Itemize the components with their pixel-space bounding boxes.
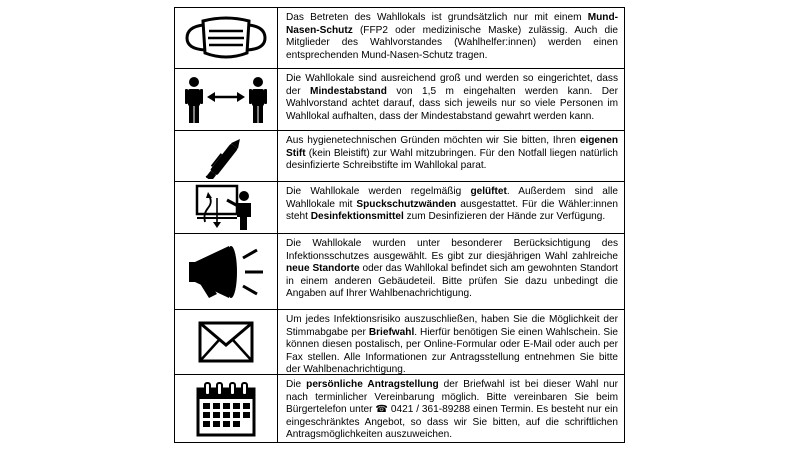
text-run: Die Wahllokale werden regelmäßig bbox=[286, 186, 471, 197]
info-row-pen bbox=[175, 131, 624, 182]
text-run: . Hierfür benötigen Sie einen Wahlschein. Sie können diesen postalisch, per Online-Formular oder E-Mail oder auch per Fax stellen. Alle Informationen zur Antragsstellung entnehmen Sie bitte der Wahlbenachrichtigung. bbox=[286, 326, 618, 376]
icon-cell bbox=[175, 182, 278, 233]
icon-cell bbox=[175, 375, 278, 442]
text-run: Das Betreten des Wahllokals ist grundsätzlich nur mit einem bbox=[286, 12, 588, 23]
megaphone-icon bbox=[185, 242, 267, 302]
bold-phrase: neue Standorte bbox=[286, 263, 360, 275]
info-row-postal-vote bbox=[175, 310, 624, 375]
face-mask-icon bbox=[183, 13, 269, 63]
text-run: Um jedes Infektionsrisiko auszuschließen, haben Sie die Möglichkeit der Stimmabgabe per bbox=[286, 314, 618, 338]
row-text bbox=[278, 69, 624, 130]
text-run: zum Desinfizieren der Hände zur Verfügung. bbox=[403, 211, 606, 223]
icon-cell bbox=[175, 8, 278, 68]
icon-cell bbox=[175, 234, 278, 309]
pen-icon bbox=[201, 133, 251, 179]
icon-cell bbox=[175, 310, 278, 374]
text-run: der Briefwahl ist bei dieser Wahl nur nach terminlicher Vereinbarung möglich. Bitte vereinbaren Sie beim Bürgertelefon unter ☎ 0421 / 361-89288 einen Termin. Es besteht nur ein eingeschränktes Angebot, so dass wir Sie bitten, auf die schriftlichen Antragsmöglichkeiten auszuweichen. bbox=[286, 379, 619, 441]
bold-phrase: Mund-Nasen-Schutz bbox=[286, 12, 618, 36]
text-run: Die Wahllokale sind ausreichend groß und werden so eingerichtet, dass der bbox=[286, 73, 618, 97]
bold-phrase: persönliche Antragstellung bbox=[306, 379, 439, 390]
hygiene-info-table bbox=[174, 7, 625, 443]
icon-cell bbox=[175, 131, 278, 181]
window-ventilation-icon bbox=[195, 184, 257, 232]
bold-phrase: gelüftet bbox=[470, 186, 507, 197]
bold-phrase: Mindestabstand bbox=[310, 85, 387, 97]
bold-phrase: eigenen Stift bbox=[286, 135, 618, 159]
row-text bbox=[278, 375, 624, 442]
envelope-icon bbox=[198, 321, 254, 363]
info-row-ventilation bbox=[175, 182, 624, 234]
bold-phrase: Briefwahl bbox=[368, 326, 415, 338]
text-run: ausgestattet. Für die Wähler:innen steht bbox=[286, 198, 618, 223]
text-run: . Außerdem sind alle Wahllokale mit bbox=[286, 186, 619, 210]
bold-phrase: Desinfektionsmittel bbox=[310, 211, 404, 223]
info-row-distance bbox=[175, 69, 624, 131]
text-run: von 1,5 m eingehalten werden kann. Der Wahlvorstand achtet darauf, dass sich jeweils nur so viele Personen im Wahllokal aufhalten, dass der Mindestabstand gewahrt werden kann. bbox=[286, 85, 618, 122]
row-text bbox=[278, 310, 624, 374]
text-run: oder das Wahllokal befindet sich am gewohnten Standort in einem anderen Gebäudeteil. Bitte prüfen Sie dazu unbedingt die Angaben auf Ihrer Wahlbenachrichtigung. bbox=[286, 263, 618, 300]
row-text bbox=[278, 182, 624, 233]
text-run: Die Wahllokale wurden unter besonderer Berücksichtigung des Infektionsschutzes ausgewählt. Es gibt zur diesjährigen Wahl zahlreiche bbox=[286, 238, 618, 262]
icon-cell bbox=[175, 69, 278, 130]
text-run: Die bbox=[286, 379, 307, 390]
info-row-mask bbox=[175, 8, 624, 69]
row-text bbox=[278, 131, 624, 181]
info-row-locations bbox=[175, 234, 624, 310]
distance-people-icon bbox=[180, 75, 272, 125]
bold-phrase: Spuckschutzwänden bbox=[356, 198, 457, 210]
info-row-appointment bbox=[175, 375, 624, 442]
row-text bbox=[278, 234, 624, 309]
text-run: Aus hygienetechnischen Gründen möchten wir Sie bitten, Ihren bbox=[286, 135, 580, 146]
row-text bbox=[278, 8, 624, 68]
text-run: (FFP2 oder medizinische Maske) zulässig. Auch die Mitglieder des Wahlvorstandes (Wahlhelfer:innen) werden einen entsprechenden Mund-Nasen-Schutz tragen. bbox=[286, 24, 618, 61]
calendar-icon bbox=[194, 381, 258, 437]
text-run: (kein Bleistift) zur Wahl mitzubringen. Für den Notfall liegen natürlich desinfizierte Schreibstifte im Wahllokal parat. bbox=[286, 147, 618, 172]
